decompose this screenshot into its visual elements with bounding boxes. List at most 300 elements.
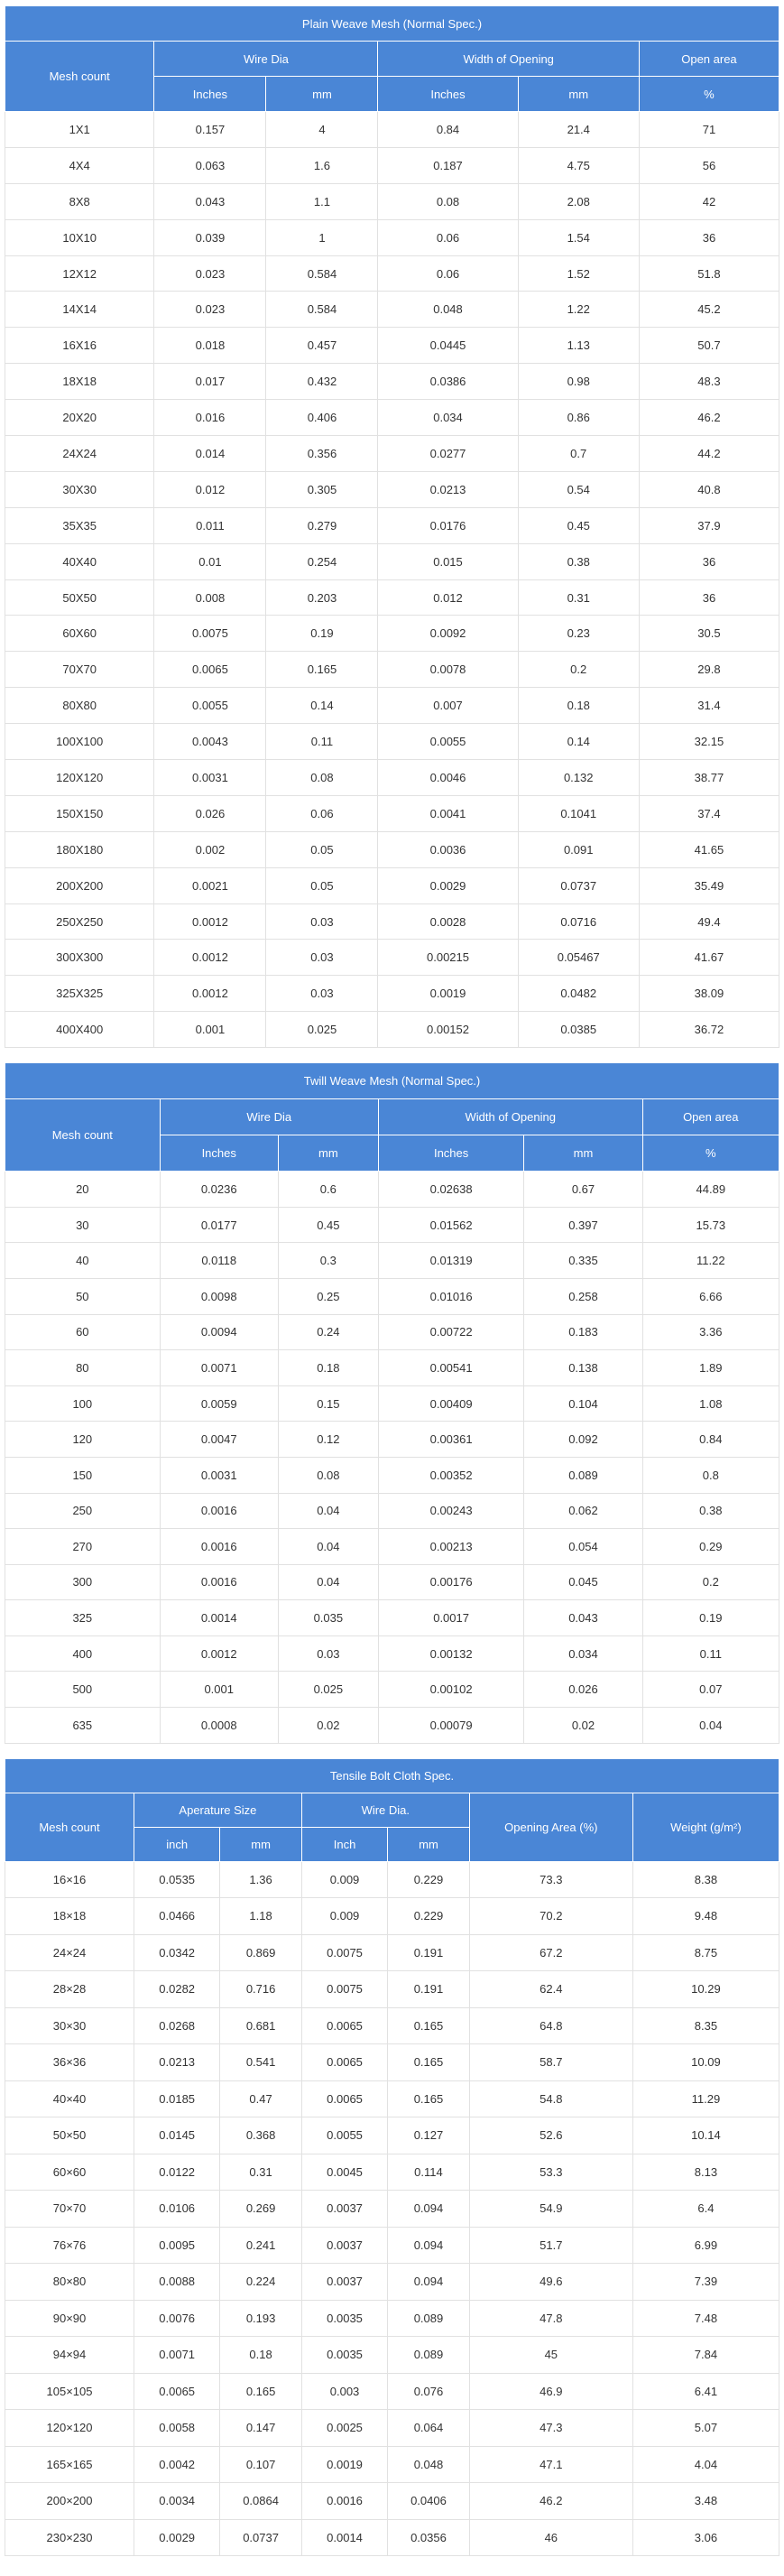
table-cell: 0.02638 <box>378 1172 524 1208</box>
table-cell: 0.048 <box>388 2446 470 2483</box>
table-row <box>5 436 779 472</box>
table-cell: 0.305 <box>266 471 378 507</box>
table-cell: 0.681 <box>220 2007 302 2044</box>
table-cell: 40.8 <box>639 471 779 507</box>
table-cell: 44.89 <box>642 1172 779 1208</box>
column-header: Open area <box>639 42 779 77</box>
table-cell: 0.258 <box>524 1278 642 1314</box>
mesh-count-cell: 60X60 <box>5 616 154 652</box>
table-cell: 0.0055 <box>301 2117 387 2154</box>
column-header: Mesh count <box>5 42 154 112</box>
table-cell: 50.7 <box>639 328 779 364</box>
table-cell: 0.541 <box>220 2044 302 2081</box>
table-cell: 0.165 <box>388 2007 470 2044</box>
table-cell: 0.24 <box>278 1314 378 1350</box>
table-cell: 30.5 <box>639 616 779 652</box>
table-cell: 7.48 <box>632 2300 779 2337</box>
mesh-count-cell: 12X12 <box>5 255 154 292</box>
table-cell: 0.0065 <box>154 652 266 688</box>
table-row <box>5 1457 779 1493</box>
table-cell: 0.0095 <box>134 2227 219 2264</box>
table-row <box>5 1422 779 1458</box>
table-cell: 0.05 <box>266 867 378 903</box>
table-cell: 0.045 <box>524 1564 642 1600</box>
table-cell: 0.0037 <box>301 2191 387 2228</box>
mesh-count-cell: 40×40 <box>5 2080 134 2117</box>
table-cell: 2.08 <box>518 183 639 219</box>
table-cell: 0.0075 <box>301 1971 387 2008</box>
table-row <box>5 1672 779 1708</box>
table-cell: 10.29 <box>632 1971 779 2008</box>
column-header: % <box>642 1135 779 1172</box>
twill-weave-table <box>5 1062 779 1744</box>
table-cell: 0.0535 <box>134 1861 219 1898</box>
table-cell: 0.0356 <box>388 2519 470 2556</box>
table-cell: 0.015 <box>378 543 518 579</box>
table-row <box>5 147 779 183</box>
table-cell: 0.094 <box>388 2264 470 2301</box>
table-cell: 0.229 <box>388 1861 470 1898</box>
table-cell: 0.0122 <box>134 2154 219 2191</box>
table-row <box>5 903 779 940</box>
table-title: Plain Weave Mesh (Normal Spec.) <box>5 6 779 42</box>
table-cell: 0.0025 <box>301 2410 387 2447</box>
table-cell: 0.0043 <box>154 724 266 760</box>
column-header: Mesh count <box>5 1099 161 1172</box>
mesh-count-cell: 36×36 <box>5 2044 134 2081</box>
table-cell: 0.00079 <box>378 1708 524 1744</box>
table-cell: 0.025 <box>266 1012 378 1048</box>
mesh-count-cell: 70X70 <box>5 652 154 688</box>
mesh-count-cell: 14X14 <box>5 292 154 328</box>
mesh-count-cell: 1X1 <box>5 112 154 148</box>
table-cell: 0.009 <box>301 1898 387 1935</box>
table-cell: 0.165 <box>388 2080 470 2117</box>
table-cell: 0.011 <box>154 507 266 543</box>
column-header: % <box>639 77 779 112</box>
column-header: Inches <box>154 77 266 112</box>
table-cell: 35.49 <box>639 867 779 903</box>
table-cell: 0.0017 <box>378 1600 524 1636</box>
mesh-count-cell: 40X40 <box>5 543 154 579</box>
column-header: Open area <box>642 1099 779 1135</box>
mesh-count-cell: 300X300 <box>5 940 154 976</box>
column-header: Wire Dia. <box>301 1793 469 1827</box>
column-header: mm <box>524 1135 642 1172</box>
mesh-count-cell: 250 <box>5 1493 161 1529</box>
table-cell: 0.2 <box>518 652 639 688</box>
column-header: inch <box>134 1827 219 1861</box>
table-cell: 73.3 <box>469 1861 632 1898</box>
table-cell: 0.0029 <box>378 867 518 903</box>
table-cell: 46 <box>469 2519 632 2556</box>
table-cell: 0.023 <box>154 255 266 292</box>
table-cell: 0.0028 <box>378 903 518 940</box>
table-cell: 0.0385 <box>518 1012 639 1048</box>
table-cell: 1.08 <box>642 1385 779 1422</box>
table-cell: 0.12 <box>278 1422 378 1458</box>
table-cell: 49.6 <box>469 2264 632 2301</box>
table-cell: 0.29 <box>642 1529 779 1565</box>
table-cell: 58.7 <box>469 2044 632 2081</box>
column-header: Width of Opening <box>378 1099 642 1135</box>
table-cell: 54.8 <box>469 2080 632 2117</box>
table-cell: 0.0029 <box>134 2519 219 2556</box>
table-cell: 0.241 <box>220 2227 302 2264</box>
table-cell: 0.0036 <box>378 831 518 867</box>
table-cell: 44.2 <box>639 436 779 472</box>
table-cell: 6.41 <box>632 2373 779 2410</box>
table-cell: 0.0716 <box>518 903 639 940</box>
table-cell: 0.034 <box>378 400 518 436</box>
table-row <box>5 2191 779 2228</box>
table-cell: 0.0088 <box>134 2264 219 2301</box>
column-header: Weight (g/m²) <box>632 1793 779 1861</box>
table-cell: 0.076 <box>388 2373 470 2410</box>
table-cell: 0.2 <box>642 1564 779 1600</box>
table-row <box>5 1898 779 1935</box>
table-cell: 0.584 <box>266 292 378 328</box>
table-cell: 0.0016 <box>160 1564 278 1600</box>
table-row <box>5 2483 779 2520</box>
table-cell: 0.08 <box>278 1457 378 1493</box>
table-cell: 6.99 <box>632 2227 779 2264</box>
column-header: Wire Dia <box>160 1099 378 1135</box>
table-cell: 62.4 <box>469 1971 632 2008</box>
table-cell: 0.094 <box>388 2191 470 2228</box>
table-cell: 0.368 <box>220 2117 302 2154</box>
table-cell: 0.224 <box>220 2264 302 2301</box>
table-cell: 0.84 <box>378 112 518 148</box>
table-cell: 0.0342 <box>134 1934 219 1971</box>
table-cell: 0.0065 <box>301 2044 387 2081</box>
table-cell: 0.8 <box>642 1457 779 1493</box>
table-cell: 0.00722 <box>378 1314 524 1350</box>
mesh-count-cell: 20 <box>5 1172 161 1208</box>
table-cell: 0.026 <box>154 795 266 831</box>
table-cell: 0.01 <box>154 543 266 579</box>
table-cell: 0.54 <box>518 471 639 507</box>
table-cell: 0.05 <box>266 831 378 867</box>
table-cell: 0.0012 <box>160 1635 278 1672</box>
mesh-count-cell: 10X10 <box>5 219 154 255</box>
mesh-count-cell: 35X35 <box>5 507 154 543</box>
column-header: Wire Dia <box>154 42 378 77</box>
table-cell: 0.0016 <box>160 1493 278 1529</box>
table-row <box>5 1564 779 1600</box>
mesh-count-cell: 400X400 <box>5 1012 154 1048</box>
column-header: mm <box>266 77 378 112</box>
table-cell: 1.36 <box>220 1861 302 1898</box>
table-row <box>5 507 779 543</box>
table-cell: 0.47 <box>220 2080 302 2117</box>
table-cell: 0.0177 <box>160 1207 278 1243</box>
table-cell: 0.6 <box>278 1172 378 1208</box>
table-row <box>5 255 779 292</box>
table-cell: 0.009 <box>301 1861 387 1898</box>
table-row <box>5 976 779 1012</box>
table-cell: 70.2 <box>469 1898 632 1935</box>
table-cell: 0.127 <box>388 2117 470 2154</box>
table-cell: 0.00541 <box>378 1350 524 1386</box>
table-cell: 45 <box>469 2337 632 2374</box>
table-cell: 0.191 <box>388 1971 470 2008</box>
table-row <box>5 2264 779 2301</box>
table-cell: 0.0055 <box>378 724 518 760</box>
table-cell: 0.45 <box>518 507 639 543</box>
table-cell: 0.0213 <box>378 471 518 507</box>
table-cell: 36 <box>639 543 779 579</box>
table-cell: 0.025 <box>278 1672 378 1708</box>
table-cell: 0.584 <box>266 255 378 292</box>
table-cell: 0.06 <box>378 255 518 292</box>
table-cell: 8.13 <box>632 2154 779 2191</box>
mesh-count-cell: 94×94 <box>5 2337 134 2374</box>
mesh-count-cell: 150X150 <box>5 795 154 831</box>
table-cell: 0.114 <box>388 2154 470 2191</box>
table-row <box>5 2007 779 2044</box>
table-cell: 0.01562 <box>378 1207 524 1243</box>
table-cell: 0.00352 <box>378 1457 524 1493</box>
table-row <box>5 2080 779 2117</box>
table-row <box>5 183 779 219</box>
table-cell: 0.1041 <box>518 795 639 831</box>
table-cell: 46.9 <box>469 2373 632 2410</box>
column-header: Inches <box>160 1135 278 1172</box>
table-row <box>5 688 779 724</box>
table-cell: 1.6 <box>266 147 378 183</box>
table-cell: 0.18 <box>518 688 639 724</box>
table-cell: 0.094 <box>388 2227 470 2264</box>
table-cell: 0.18 <box>220 2337 302 2374</box>
column-header: Width of Opening <box>378 42 639 77</box>
table-cell: 0.017 <box>154 364 266 400</box>
table-cell: 8.35 <box>632 2007 779 2044</box>
table-cell: 7.84 <box>632 2337 779 2374</box>
table-cell: 0.0092 <box>378 616 518 652</box>
table-row <box>5 2117 779 2154</box>
table-cell: 0.062 <box>524 1493 642 1529</box>
table-cell: 0.008 <box>154 579 266 616</box>
table-cell: 0.002 <box>154 831 266 867</box>
table-row <box>5 1207 779 1243</box>
table-cell: 0.007 <box>378 688 518 724</box>
table-row <box>5 471 779 507</box>
table-cell: 0.07 <box>642 1672 779 1708</box>
mesh-count-cell: 16×16 <box>5 1861 134 1898</box>
mesh-count-cell: 30×30 <box>5 2007 134 2044</box>
table-row <box>5 1012 779 1048</box>
table-cell: 0.00213 <box>378 1529 524 1565</box>
table-cell: 0.0031 <box>160 1457 278 1493</box>
table-cell: 0.147 <box>220 2410 302 2447</box>
table-cell: 0.132 <box>518 760 639 796</box>
table-cell: 0.089 <box>388 2337 470 2374</box>
table-cell: 56 <box>639 147 779 183</box>
table-row <box>5 760 779 796</box>
table-cell: 0.02 <box>524 1708 642 1744</box>
mesh-count-cell: 635 <box>5 1708 161 1744</box>
mesh-count-cell: 16X16 <box>5 328 154 364</box>
table-cell: 0.0065 <box>301 2080 387 2117</box>
table-cell: 0.023 <box>154 292 266 328</box>
table-row <box>5 1529 779 1565</box>
table-cell: 31.4 <box>639 688 779 724</box>
table-cell: 0.03 <box>266 940 378 976</box>
table-cell: 0.457 <box>266 328 378 364</box>
table-cell: 46.2 <box>639 400 779 436</box>
table-cell: 1.89 <box>642 1350 779 1386</box>
table-cell: 0.203 <box>266 579 378 616</box>
table-cell: 0.165 <box>220 2373 302 2410</box>
table-cell: 0.00361 <box>378 1422 524 1458</box>
table-cell: 8.38 <box>632 1861 779 1898</box>
mesh-count-cell: 70×70 <box>5 2191 134 2228</box>
table-cell: 0.14 <box>266 688 378 724</box>
table-row <box>5 1934 779 1971</box>
table-cell: 1.1 <box>266 183 378 219</box>
table-cell: 0.0185 <box>134 2080 219 2117</box>
table-cell: 0.04 <box>278 1564 378 1600</box>
table-cell: 47.8 <box>469 2300 632 2337</box>
table-cell: 51.8 <box>639 255 779 292</box>
table-cell: 0.0035 <box>301 2300 387 2337</box>
table-cell: 0.035 <box>278 1600 378 1636</box>
table-cell: 0.016 <box>154 400 266 436</box>
table-cell: 0.0058 <box>134 2410 219 2447</box>
table-cell: 0.84 <box>642 1422 779 1458</box>
table-cell: 0.043 <box>154 183 266 219</box>
table-cell: 0.0014 <box>301 2519 387 2556</box>
table-cell: 0.0046 <box>378 760 518 796</box>
table-cell: 0.0014 <box>160 1600 278 1636</box>
mesh-count-cell: 30X30 <box>5 471 154 507</box>
table-row <box>5 1243 779 1279</box>
column-header: Inches <box>378 1135 524 1172</box>
table-cell: 0.14 <box>518 724 639 760</box>
table-row <box>5 652 779 688</box>
table-cell: 0.0041 <box>378 795 518 831</box>
table-cell: 0.7 <box>518 436 639 472</box>
table-row <box>5 940 779 976</box>
table-cell: 41.65 <box>639 831 779 867</box>
table-cell: 0.869 <box>220 1934 302 1971</box>
table-cell: 0.187 <box>378 147 518 183</box>
table-cell: 37.4 <box>639 795 779 831</box>
table-cell: 0.0059 <box>160 1385 278 1422</box>
table-cell: 0.0065 <box>301 2007 387 2044</box>
table-cell: 0.08 <box>378 183 518 219</box>
table-cell: 0.0047 <box>160 1422 278 1458</box>
mesh-count-cell: 100 <box>5 1385 161 1422</box>
table-cell: 0.0268 <box>134 2007 219 2044</box>
table-cell: 71 <box>639 112 779 148</box>
table-row <box>5 1971 779 2008</box>
table-cell: 0.043 <box>524 1600 642 1636</box>
mesh-count-cell: 30 <box>5 1207 161 1243</box>
mesh-count-cell: 50 <box>5 1278 161 1314</box>
mesh-count-cell: 40 <box>5 1243 161 1279</box>
table-cell: 0.0466 <box>134 1898 219 1935</box>
table-cell: 6.4 <box>632 2191 779 2228</box>
table-cell: 46.2 <box>469 2483 632 2520</box>
table-cell: 0.0019 <box>301 2446 387 2483</box>
table-row <box>5 2410 779 2447</box>
table-title: Twill Weave Mesh (Normal Spec.) <box>5 1063 779 1099</box>
table-row <box>5 543 779 579</box>
table-cell: 0.15 <box>278 1385 378 1422</box>
table-cell: 0.38 <box>642 1493 779 1529</box>
table-row <box>5 867 779 903</box>
column-header: mm <box>220 1827 302 1861</box>
mesh-count-cell: 400 <box>5 1635 161 1672</box>
table-cell: 0.86 <box>518 400 639 436</box>
mesh-count-cell: 230×230 <box>5 2519 134 2556</box>
table-cell: 0.06 <box>266 795 378 831</box>
mesh-count-cell: 180X180 <box>5 831 154 867</box>
mesh-count-cell: 200×200 <box>5 2483 134 2520</box>
table-cell: 0.0075 <box>301 1934 387 1971</box>
table-cell: 47.3 <box>469 2410 632 2447</box>
table-cell: 0.06 <box>378 219 518 255</box>
table-cell: 0.0034 <box>134 2483 219 2520</box>
table-row <box>5 2373 779 2410</box>
mesh-count-cell: 250X250 <box>5 903 154 940</box>
table-cell: 49.4 <box>639 903 779 940</box>
table-cell: 0.0075 <box>154 616 266 652</box>
mesh-count-cell: 24×24 <box>5 1934 134 1971</box>
mesh-count-cell: 200X200 <box>5 867 154 903</box>
table-cell: 0.165 <box>266 652 378 688</box>
table-cell: 0.00102 <box>378 1672 524 1708</box>
table-cell: 3.36 <box>642 1314 779 1350</box>
table-cell: 5.07 <box>632 2410 779 2447</box>
mesh-count-cell: 150 <box>5 1457 161 1493</box>
mesh-count-cell: 60×60 <box>5 2154 134 2191</box>
table-cell: 0.0071 <box>134 2337 219 2374</box>
table-cell: 0.04 <box>278 1493 378 1529</box>
table-cell: 0.04 <box>642 1708 779 1744</box>
table-cell: 0.98 <box>518 364 639 400</box>
table-cell: 0.00243 <box>378 1493 524 1529</box>
table-cell: 0.0012 <box>154 903 266 940</box>
table-cell: 0.089 <box>524 1457 642 1493</box>
table-cell: 0.254 <box>266 543 378 579</box>
column-header: mm <box>518 77 639 112</box>
table-cell: 4 <box>266 112 378 148</box>
mesh-count-cell: 325X325 <box>5 976 154 1012</box>
table-cell: 45.2 <box>639 292 779 328</box>
mesh-count-cell: 24X24 <box>5 436 154 472</box>
mesh-count-cell: 80×80 <box>5 2264 134 2301</box>
table-row <box>5 616 779 652</box>
table-cell: 1.52 <box>518 255 639 292</box>
table-cell: 0.039 <box>154 219 266 255</box>
table-cell: 52.6 <box>469 2117 632 2154</box>
table-cell: 32.15 <box>639 724 779 760</box>
table-cell: 6.66 <box>642 1278 779 1314</box>
table-cell: 0.001 <box>154 1012 266 1048</box>
mesh-count-cell: 120 <box>5 1422 161 1458</box>
table-cell: 0.19 <box>642 1600 779 1636</box>
table-cell: 0.0021 <box>154 867 266 903</box>
table-row <box>5 1350 779 1386</box>
table-cell: 4.75 <box>518 147 639 183</box>
table-cell: 0.0035 <box>301 2337 387 2374</box>
table-cell: 0.00152 <box>378 1012 518 1048</box>
table-cell: 0.356 <box>266 436 378 472</box>
table-row <box>5 2044 779 2081</box>
